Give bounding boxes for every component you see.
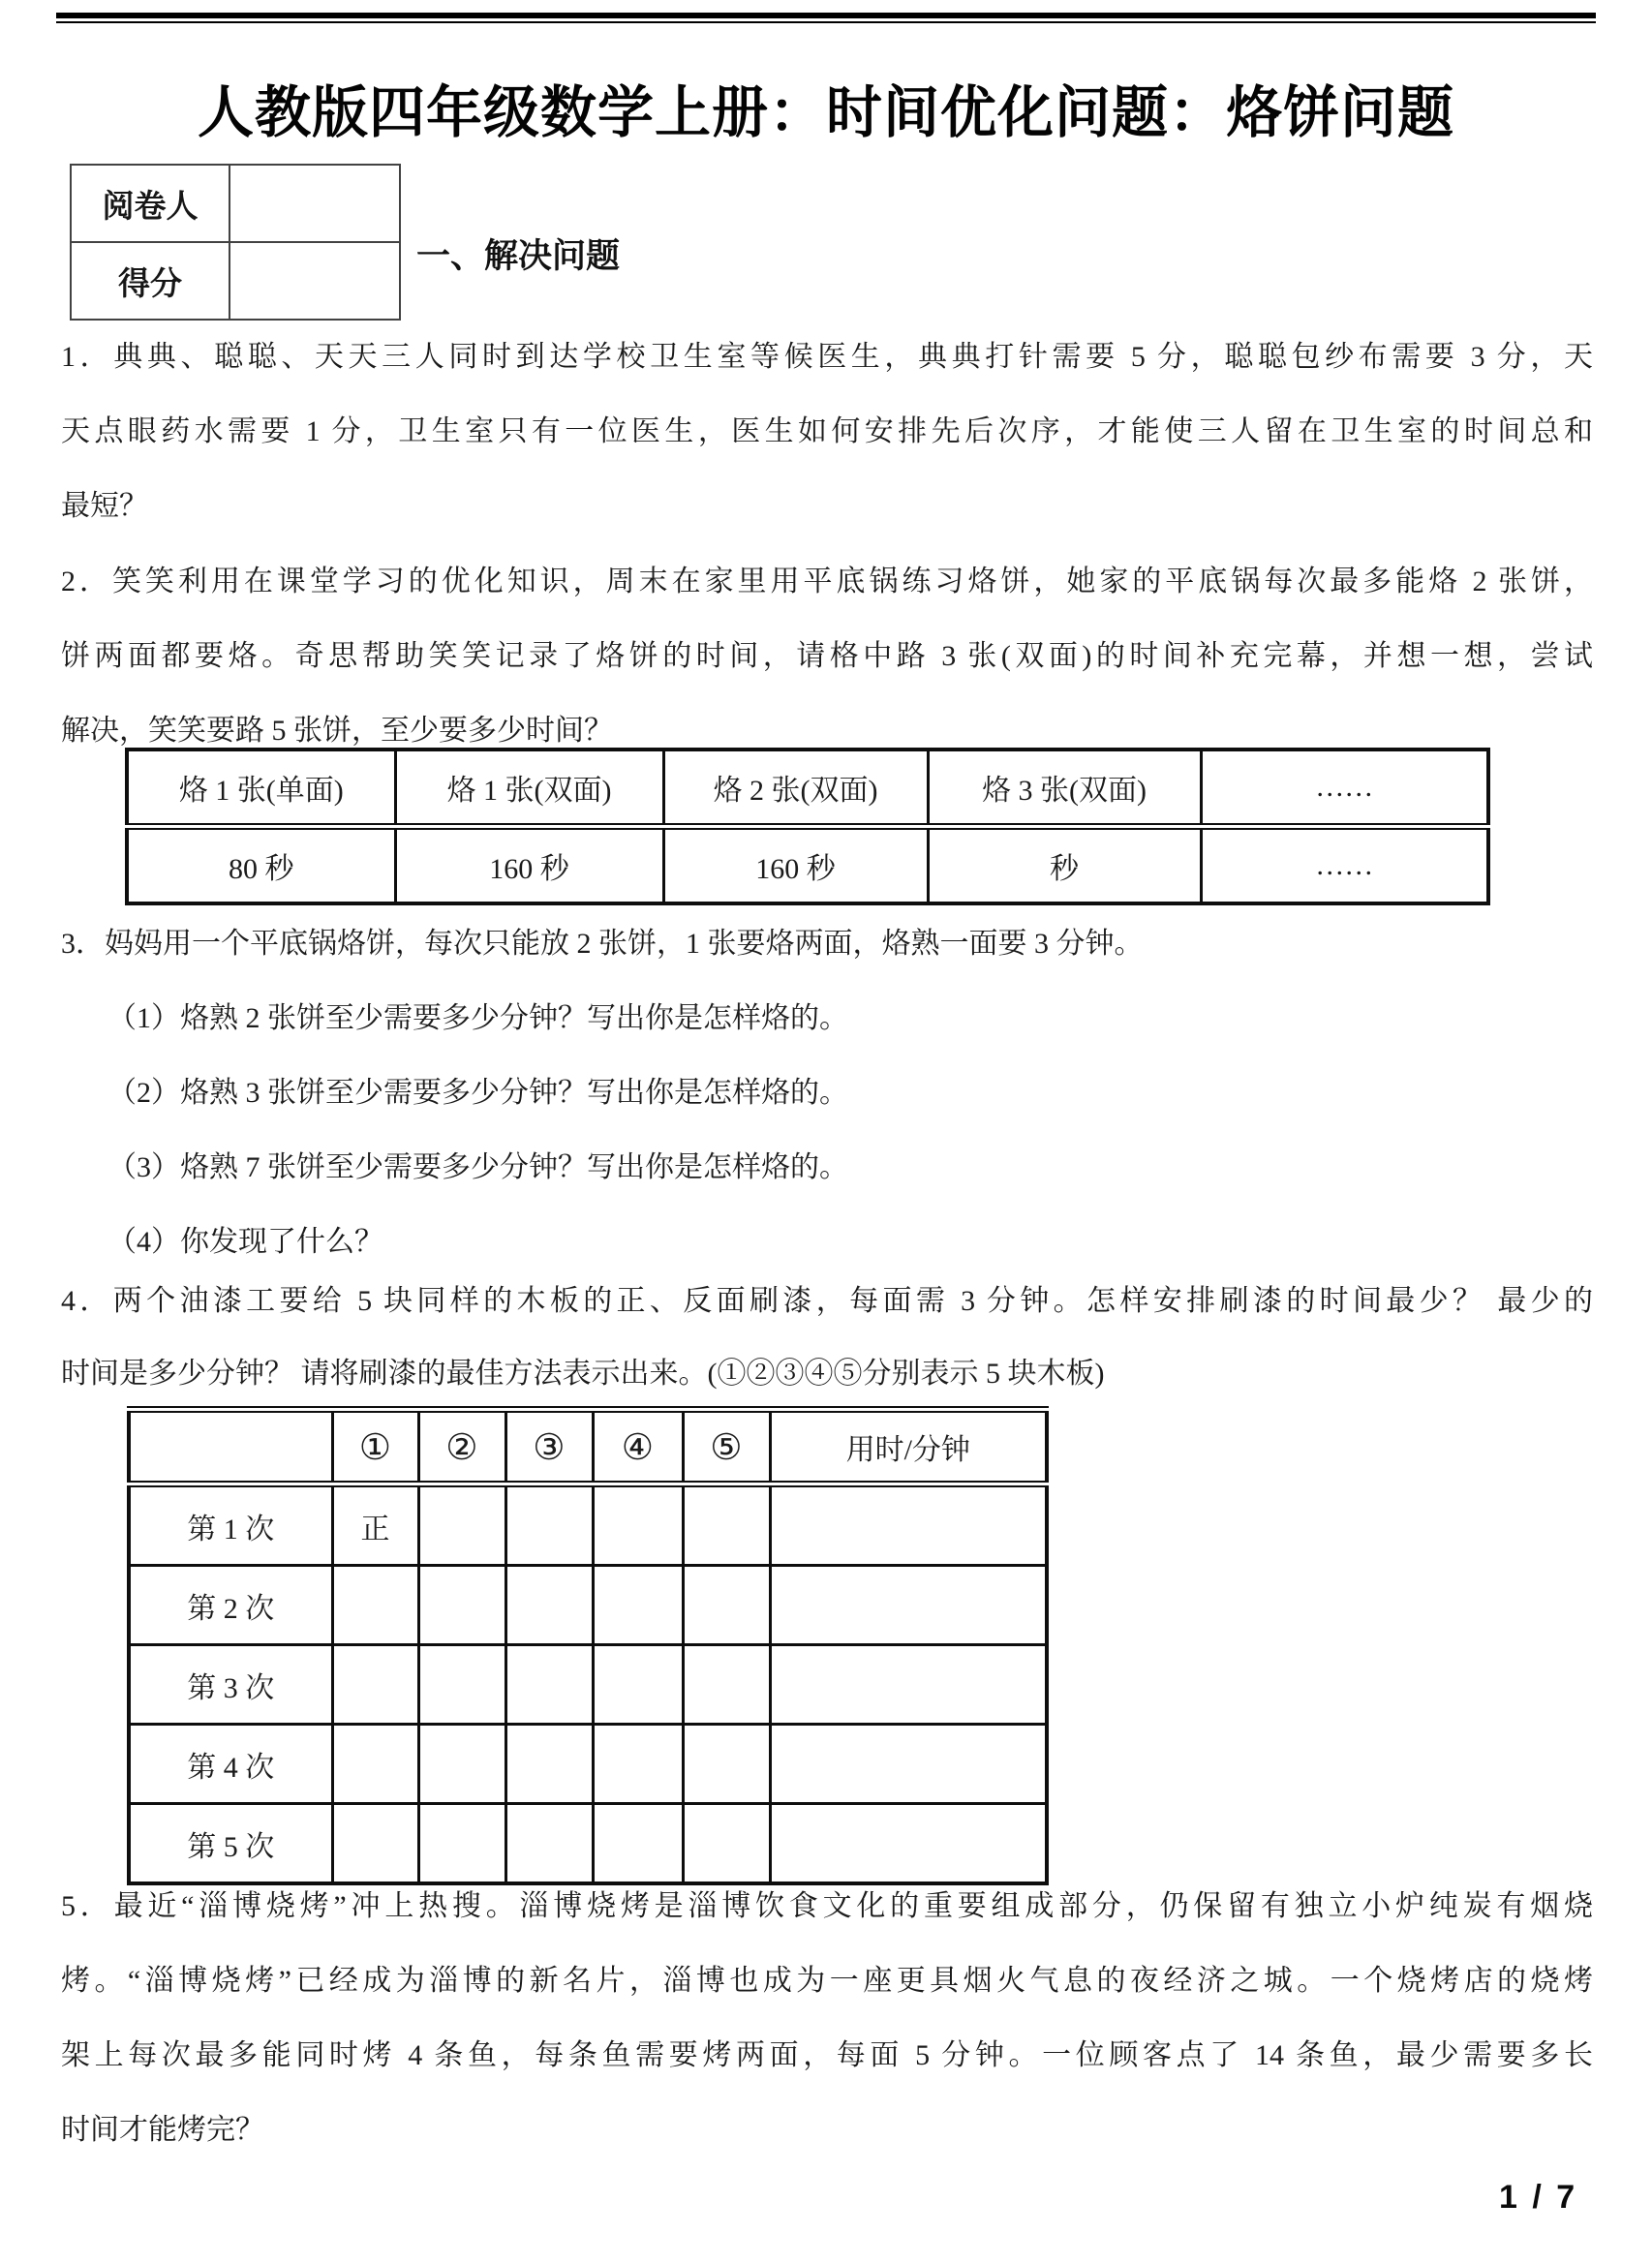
question-2-line: 2．笑笑利用在课堂学习的优化知识，周末在家里用平底锅练习烙饼，她家的平底锅每次最多能烙 2 张饼，	[61, 566, 1593, 597]
board-3-header: ③	[505, 1410, 593, 1484]
schedule-cell	[593, 1484, 683, 1566]
time-value-blank: 秒	[928, 827, 1201, 904]
page-number: 1 / 7	[1499, 2179, 1578, 2216]
schedule-cell	[593, 1645, 683, 1725]
table-row	[129, 1645, 1047, 1725]
question-3-subitem: （4）你发现了什么？	[107, 1226, 383, 1258]
schedule-cell	[593, 1566, 683, 1645]
score-value-cell	[229, 242, 400, 320]
row-label: 第 1 次	[129, 1484, 332, 1566]
question-5-line: 烤。“淄博烧烤”已经成为淄博的新名片，淄博也成为一座更具烟火气息的夜经济之城。一个烧烤店的烧烤	[61, 1965, 1593, 1997]
board-4-header: ④	[593, 1410, 683, 1484]
schedule-cell	[770, 1725, 1047, 1804]
table-row	[71, 165, 400, 242]
question-5-line: 时间才能烤完？	[61, 2114, 264, 2146]
schedule-cell	[505, 1566, 593, 1645]
question-2	[61, 544, 1593, 768]
time-value: ……	[1201, 827, 1488, 904]
question-1-line: 最短？	[61, 490, 148, 522]
table-row	[129, 1725, 1047, 1804]
question-5-line: 架上每次最多能同时烤 4 条鱼，每条鱼需要烤两面，每面 5 分钟。一位顾客点了 14 条鱼，最少需要多长	[61, 2039, 1593, 2071]
schedule-cell	[683, 1725, 770, 1804]
baking-time-table	[125, 748, 1490, 905]
question-3-subitem: （2）烙熟 3 张饼至少需要多少分钟？写出你是怎样烙的。	[107, 1077, 848, 1109]
column-header: 烙 1 张(双面)	[395, 750, 663, 827]
schedule-cell	[683, 1645, 770, 1725]
question-3-subitem: （3）烙熟 7 张饼至少需要多少分钟？写出你是怎样烙的。	[107, 1151, 848, 1183]
schedule-cell	[332, 1645, 418, 1725]
table-row	[129, 1410, 1047, 1484]
question-2-line: 解决，笑笑要路 5 张饼，至少要多少时间？	[61, 715, 613, 747]
page-title: 人教版四年级数学上册：时间优化问题：烙饼问题	[197, 81, 1454, 144]
schedule-cell	[770, 1484, 1047, 1566]
table-row	[127, 750, 1488, 827]
column-header: ……	[1201, 750, 1488, 827]
painting-schedule-table	[127, 1406, 1049, 1885]
schedule-cell	[770, 1566, 1047, 1645]
schedule-cell	[505, 1484, 593, 1566]
column-header: 烙 2 张(双面)	[663, 750, 928, 827]
time-column-header: 用时/分钟	[770, 1410, 1047, 1484]
time-value: 160 秒	[395, 827, 663, 904]
schedule-cell: 正	[332, 1484, 418, 1566]
board-5-header: ⑤	[683, 1410, 770, 1484]
question-1-line: 天点眼药水需要 1 分，卫生室只有一位医生，医生如何安排先后次序，才能使三人留在卫生室的时间总和	[61, 415, 1593, 447]
corner-cell	[129, 1410, 332, 1484]
question-4-line: 4．两个油漆工要给 5 块同样的木板的正、反面刷漆，每面需 3 分钟。怎样安排刷漆的时间最少？ 最少的	[61, 1285, 1593, 1317]
schedule-cell	[593, 1725, 683, 1804]
question-4-line: 时间是多少分钟？ 请将刷漆的最佳方法表示出来。(①②③④⑤分别表示 5 块木板)	[61, 1358, 1105, 1390]
row-label: 第 4 次	[129, 1725, 332, 1804]
column-header: 烙 1 张(单面)	[127, 750, 395, 827]
schedule-cell	[683, 1566, 770, 1645]
table-row	[127, 827, 1488, 904]
board-2-header: ②	[418, 1410, 505, 1484]
table-row	[129, 1566, 1047, 1645]
question-3	[61, 906, 1593, 1279]
schedule-cell	[332, 1566, 418, 1645]
board-1-header: ①	[332, 1410, 418, 1484]
row-label: 第 3 次	[129, 1645, 332, 1725]
row-label: 第 5 次	[129, 1804, 332, 1884]
question-2-line: 饼两面都要烙。奇思帮助笑笑记录了烙饼的时间，请格中路 3 张(双面)的时间补充完幕，并想一想，尝试	[61, 640, 1593, 672]
question-5	[61, 1869, 1593, 2167]
question-3-subitem: （1）烙熟 2 张饼至少需要多少分钟？写出你是怎样烙的。	[107, 1002, 848, 1034]
schedule-cell	[332, 1725, 418, 1804]
table-row	[71, 242, 400, 320]
row-label: 第 2 次	[129, 1566, 332, 1645]
top-double-rule	[56, 13, 1596, 23]
time-value: 160 秒	[663, 827, 928, 904]
schedule-cell	[505, 1645, 593, 1725]
score-label: 得分	[71, 242, 229, 320]
schedule-cell	[505, 1725, 593, 1804]
table-row	[129, 1484, 1047, 1566]
schedule-cell	[418, 1645, 505, 1725]
column-header: 烙 3 张(双面)	[928, 750, 1201, 827]
schedule-cell	[418, 1725, 505, 1804]
section-heading: 一、解决问题	[416, 237, 621, 275]
question-1-line: 1．典典、聪聪、天天三人同时到达学校卫生室等候医生，典典打针需要 5 分，聪聪包纱布需要 3 分，天	[61, 341, 1593, 373]
question-4	[61, 1265, 1593, 1410]
schedule-cell	[770, 1645, 1047, 1725]
schedule-cell	[683, 1484, 770, 1566]
grader-label: 阅卷人	[71, 165, 229, 242]
grading-table	[70, 164, 401, 321]
schedule-cell	[418, 1566, 505, 1645]
schedule-cell	[418, 1484, 505, 1566]
question-3-line: 3．妈妈用一个平底锅烙饼，每次只能放 2 张饼，1 张要烙两面，烙熟一面要 3 分钟。	[61, 928, 1144, 960]
question-5-line: 5．最近“淄博烧烤”冲上热搜。淄博烧烤是淄博饮食文化的重要组成部分，仍保留有独立小炉纯炭有烟烧	[61, 1890, 1593, 1922]
question-1	[61, 320, 1593, 543]
grader-value-cell	[229, 165, 400, 242]
time-value: 80 秒	[127, 827, 395, 904]
